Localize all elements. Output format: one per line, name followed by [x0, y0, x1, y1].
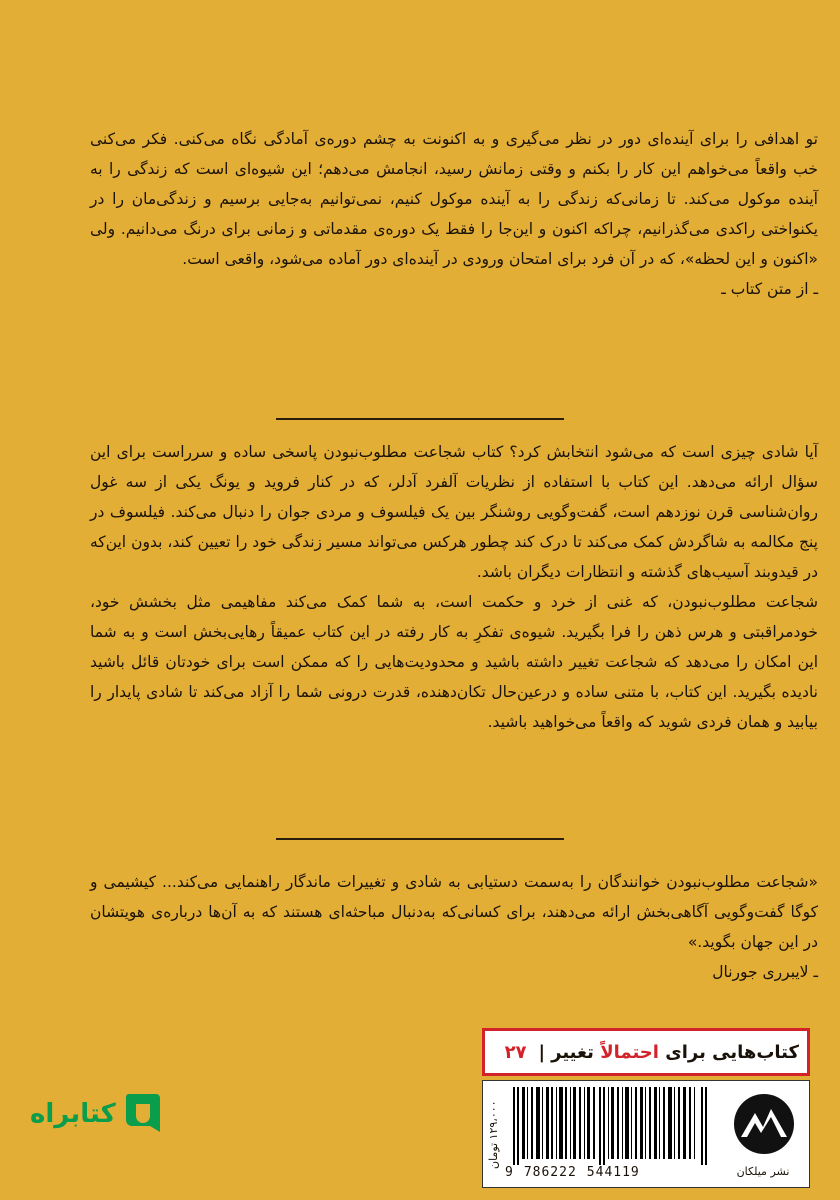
publisher-name: نشر میلکان: [736, 1165, 790, 1178]
section-divider: [276, 838, 564, 840]
barcode-number: [505, 1165, 717, 1180]
price-label: ۱۲۹،۰۰۰ تومان: [487, 1100, 500, 1170]
description-section: [90, 437, 818, 737]
excerpt-section: [90, 124, 818, 304]
barcode-graphic: [513, 1087, 709, 1165]
series-prefix: کتاب‌هایی برای: [665, 1041, 799, 1063]
review-quote: «شجاعت مطلوب‌نبودن خوانندگان را به‌سمت دستیابی به شادی و تغییرات ماندگار راهنمایی می‌کند... کیشیمی و کوگا گفت‌وگویی آگاهی‌بخش ارائه می‌دهند، برای کسانی‌که به‌دنبال مباحثه‌ای هستند که به آن‌ها درباره‌ی هویتشان در این جهان بگوید.»: [90, 873, 818, 951]
series-suffix: تغییر: [551, 1041, 594, 1063]
series-number: ۲۷: [504, 1041, 527, 1063]
barcode-digit-group: 786222: [523, 1165, 577, 1180]
description-paragraph-1: آیا شادی چیزی است که می‌شود انتخابش کرد؟ کتاب شجاعت مطلوب‌نبودن پاسخی ساده و سرراست برای این سؤال ارائه می‌دهد. این کتاب با استفاده از نظریات آلفرد آدلر، که در کنار فروید و یونگ یکی از سه غول روان‌شناسی قرن نوزدهم است، گفت‌وگویی روشنگر بین یک فیلسوف و مردی جوان را دنبال می‌کند. فیلسوف در پنج مکالمه به شاگردش کمک می‌کند تا درک کند چطور هرکس می‌تواند مسیر زندگی خود را تعیین کند، بدون این‌که در قیدوبند آسیب‌های گذشته و انتظارات دیگران باشد.: [90, 443, 818, 581]
section-divider: [276, 418, 564, 420]
publisher-logo-icon: [733, 1093, 795, 1155]
review-section: [90, 867, 818, 987]
store-name: کتابراه: [30, 1099, 116, 1129]
excerpt-text: تو اهدافی را برای آینده‌ای دور در نظر می‌گیری و به اکنونت به چشم دوره‌ی آمادگی نگاه می‌کنی. فکر می‌کنی خب واقعاً می‌خواهم این کار را بکنم و وقتی زمانش رسید، انجامش می‌دهم؛ این شیوه‌ای است که زندگی را به آینده موکول می‌کند. تا زمانی‌که زندگی را به آینده موکول کنیم، نمی‌توانیم به‌جایی برسیم و زندگی‌مان را در یکنواختی راکدی می‌گذرانیم، چراکه اکنون و این‌جا را فقط یک دوره‌ی مقدماتی و زمانی برای درنگ می‌دانیم. ولی «اکنون و این لحظه»، که در آن فرد برای امتحان ورودی در آینده‌ای دور آماده می‌شود، واقعی است.: [90, 130, 818, 268]
barcode-digit-group: 544119: [586, 1165, 640, 1180]
store-logo: [30, 1092, 162, 1136]
series-separator: |: [538, 1041, 546, 1063]
series-label: [482, 1028, 810, 1076]
bookmark-logo-icon: [122, 1092, 162, 1136]
excerpt-attribution: ـ از متن کتاب ـ: [721, 280, 818, 298]
description-paragraph-2: شجاعت مطلوب‌نبودن، که غنی از خرد و حکمت است، به شما کمک می‌کند مفاهیمی مثل بخشش خود، خودمراقبتی و هرس ذهن را فرا بگیرید. شیوه‌ی تفکرِ به کار رفته در این کتاب عمیقاً رهایی‌بخش است و به شما این امکان را می‌دهد که شجاعت تغییر داشته باشید و محدودیت‌هایی را که ممکن است برای خودتان قائل باشید نادیده بگیرید. این کتاب، با متنی ساده و درعین‌حال تکان‌دهنده، قدرت درونی شما را آزاد می‌کند تا شادی پایدار را بیابید و همان فردی شوید که واقعاً می‌خواهید باشید.: [90, 593, 818, 731]
barcode-panel: [482, 1080, 810, 1188]
barcode-digit-group: 9: [505, 1165, 514, 1180]
series-accent: احتمالاً: [600, 1041, 659, 1063]
review-attribution: ـ لایبرری جورنال: [712, 963, 818, 981]
